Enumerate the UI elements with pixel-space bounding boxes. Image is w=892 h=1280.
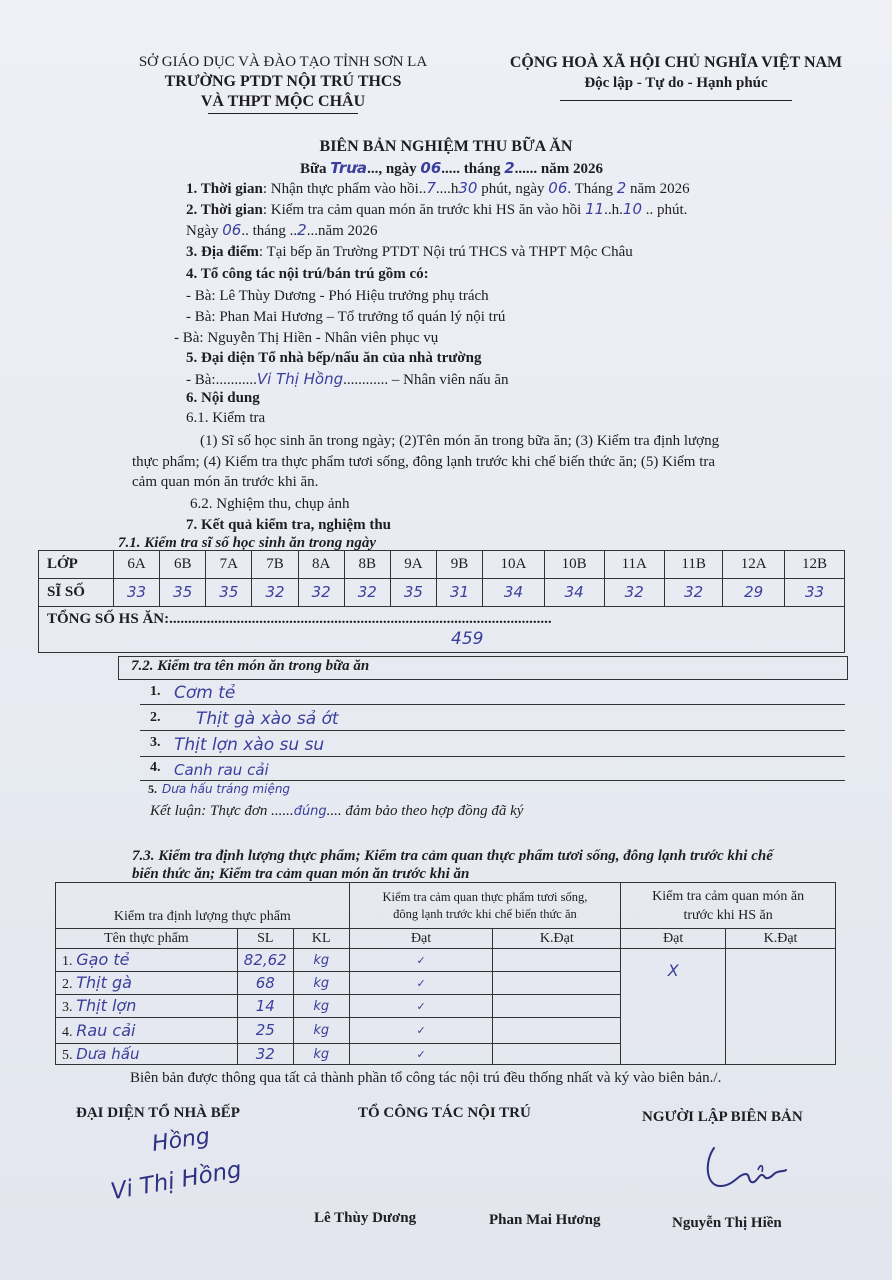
count-value: 29 bbox=[744, 583, 764, 601]
dish-name: Cơm tẻ bbox=[174, 683, 236, 703]
dish-number: 4. bbox=[150, 760, 161, 775]
food-name: Thịt lợn bbox=[76, 996, 137, 1015]
item-2-hour: 11 bbox=[585, 200, 605, 218]
food-sl-cell bbox=[237, 995, 293, 1018]
closing-statement: Biên bản được thông qua tất cả thành phần tổ công tác nội trú đều thống nhất và ký vào biên bản./. bbox=[130, 1070, 722, 1086]
count-cell bbox=[785, 579, 845, 607]
count-value: 33 bbox=[127, 583, 147, 601]
count-row-label: SĨ SỐ bbox=[39, 579, 114, 607]
section-7-3-line2: biến thức ăn; Kiểm tra cảm quan món ăn trước khi ăn bbox=[132, 866, 470, 882]
count-cell bbox=[298, 579, 344, 607]
header-dat: Đạt bbox=[349, 929, 493, 949]
total-row bbox=[39, 607, 845, 653]
header-left bbox=[118, 52, 448, 112]
food-row-number: 4. bbox=[62, 1024, 73, 1040]
member-1: - Bà: Lê Thùy Dương - Phó Hiệu trưởng phụ trách bbox=[186, 288, 489, 304]
count-cell bbox=[483, 579, 545, 607]
check-mark: ✓ bbox=[416, 1024, 426, 1037]
class-cell: 9A bbox=[390, 551, 436, 579]
food-kl: kg bbox=[313, 975, 330, 991]
section-7-2-title: 7.2. Kiểm tra tên món ăn trong bữa ăn bbox=[131, 658, 370, 674]
fresh-kdat-cell bbox=[493, 1018, 621, 1044]
fresh-dat-cell bbox=[349, 972, 493, 995]
header-food-name: Tên thực phẩm bbox=[56, 929, 238, 949]
day-value: 06 bbox=[420, 159, 442, 177]
class-cell: 11A bbox=[604, 551, 664, 579]
class-cell: 11B bbox=[664, 551, 722, 579]
count-cell bbox=[604, 579, 664, 607]
class-cell: 9B bbox=[436, 551, 482, 579]
item-1-h: ....h bbox=[435, 181, 459, 197]
food-sl-cell bbox=[237, 949, 293, 972]
header-kdat: K.Đạt bbox=[493, 929, 621, 949]
meal-line bbox=[300, 158, 603, 179]
food-sl: 68 bbox=[255, 973, 275, 992]
total-label: TỔNG SỐ HS ĂN:...................................................................................................... bbox=[47, 611, 552, 627]
dish-line bbox=[140, 704, 845, 705]
item-4-label: 4. Tổ công tác nội trú/bán trú gồm có: bbox=[186, 266, 429, 282]
board-title: TỔ CÔNG TÁC NỘI TRÚ bbox=[358, 1105, 531, 1121]
class-cell: 8B bbox=[344, 551, 390, 579]
food-sl-cell bbox=[237, 972, 293, 995]
signer-name-1: Lê Thùy Dương bbox=[314, 1210, 417, 1226]
food-sl: 14 bbox=[255, 996, 275, 1015]
item-2-label: 2. Thời gian bbox=[186, 202, 263, 218]
item-2-date-line bbox=[186, 220, 378, 241]
kitchen-signature-fullname: Vi Thị Hồng bbox=[108, 1156, 244, 1206]
class-cell: 6B bbox=[160, 551, 206, 579]
dish-number: 5. bbox=[148, 782, 157, 796]
class-count-table bbox=[38, 550, 845, 653]
count-value: 32 bbox=[684, 583, 704, 601]
item-2-text: : Kiểm tra cảm quan món ăn trước khi HS ăn vào hồi bbox=[262, 202, 586, 218]
item-6-label: 6. Nội dung bbox=[186, 390, 260, 406]
item-2-h: ..h. bbox=[604, 202, 623, 218]
class-cell: 10B bbox=[544, 551, 604, 579]
item-5-label: 5. Đại diện Tổ nhà bếp/nấu ăn của nhà trường bbox=[186, 350, 482, 366]
food-name-cell bbox=[56, 1018, 238, 1044]
food-row-number: 2. bbox=[62, 977, 73, 992]
count-value: 35 bbox=[219, 583, 239, 601]
count-cell bbox=[160, 579, 206, 607]
check-mark: ✓ bbox=[416, 999, 426, 1013]
dish-line bbox=[140, 730, 845, 731]
department-name: SỞ GIÁO DỤC VÀ ĐÀO TẠO TỈNH SƠN LA bbox=[138, 54, 428, 70]
fresh-kdat-cell bbox=[493, 995, 621, 1018]
item-6-para-2: thực phẩm; (4) Kiểm tra thực phẩm tươi sống, đông lạnh trước khi chế biến thức ăn; (5) Kiểm tra bbox=[132, 454, 716, 470]
class-cell: 7B bbox=[252, 551, 298, 579]
food-name: Thịt gà bbox=[76, 973, 132, 992]
check-mark: ✓ bbox=[416, 1047, 426, 1061]
item-1-text: : Nhận thực phẩm vào hồi.. bbox=[262, 181, 427, 197]
item-1-minute: 30 bbox=[458, 179, 478, 197]
item-1-text2: phút, ngày bbox=[477, 181, 549, 197]
class-cell: 8A bbox=[298, 551, 344, 579]
meal-kdat-cell bbox=[726, 949, 836, 1065]
month-label: ..... tháng bbox=[441, 161, 505, 177]
class-cell: 12B bbox=[785, 551, 845, 579]
dish-name: Canh rau cải bbox=[174, 761, 269, 779]
dish-number: 3. bbox=[150, 735, 161, 750]
item-3-location bbox=[186, 242, 633, 262]
fresh-dat-cell bbox=[349, 995, 493, 1018]
count-cell bbox=[436, 579, 482, 607]
food-name-cell bbox=[56, 949, 238, 972]
header-kl: KL bbox=[293, 929, 349, 949]
item-5-cook-name: Vi Thị Hồng bbox=[256, 370, 344, 388]
meal-check-mark: X bbox=[667, 961, 679, 980]
food-row bbox=[56, 949, 836, 972]
food-sl: 25 bbox=[255, 1021, 275, 1039]
school-name-line1: TRƯỜNG PTDT NỘI TRÚ THCS bbox=[164, 73, 402, 90]
food-name: Rau cải bbox=[76, 1020, 136, 1040]
count-value: 35 bbox=[173, 583, 193, 601]
group-header-fresh-l1: Kiểm tra cảm quan thực phẩm tươi sống, bbox=[382, 889, 588, 904]
fresh-dat-cell bbox=[349, 949, 493, 972]
food-row-number: 3. bbox=[62, 1000, 73, 1015]
food-name: Dưa hấu bbox=[76, 1044, 140, 1063]
group-header-meal-l1: Kiểm tra cảm quan món ăn bbox=[652, 888, 805, 904]
item-2-ngay: Ngày bbox=[186, 223, 223, 239]
class-row-label: LỚP bbox=[39, 551, 114, 579]
fresh-dat-cell bbox=[349, 1018, 493, 1044]
count-value: 32 bbox=[357, 583, 377, 601]
food-sl: 82,62 bbox=[243, 950, 287, 969]
item-2-text2: .. phút. bbox=[642, 202, 688, 218]
header-right bbox=[490, 52, 862, 94]
count-cell bbox=[252, 579, 298, 607]
food-name-cell bbox=[56, 972, 238, 995]
dish-number: 1. bbox=[150, 684, 161, 699]
signer-name-2: Phan Mai Hương bbox=[489, 1212, 601, 1228]
food-name-cell bbox=[56, 995, 238, 1018]
group-header-fresh-l2: đông lạnh trước khi chế biến thức ăn bbox=[393, 906, 577, 921]
class-cell: 10A bbox=[483, 551, 545, 579]
group-header-meal-l2: trước khi HS ăn bbox=[683, 907, 773, 923]
count-value: 32 bbox=[311, 583, 331, 601]
member-2: - Bà: Phan Mai Hương – Tổ trưởng tổ quán lý nội trú bbox=[186, 309, 506, 325]
item-2-minute: 10 bbox=[622, 200, 642, 218]
kitchen-signature: Hồng bbox=[150, 1124, 212, 1157]
author-signature bbox=[700, 1142, 790, 1202]
count-row bbox=[39, 579, 845, 607]
count-value: 32 bbox=[265, 583, 285, 601]
item-6-2: 6.2. Nghiệm thu, chụp ảnh bbox=[190, 496, 350, 512]
section-7-3-line1: 7.3. Kiểm tra định lượng thực phẩm; Kiểm tra cảm quan thực phẩm tươi sống, đông lạnh trước khi chế bbox=[132, 848, 773, 864]
item-6-para-1: (1) Sĩ số học sinh ăn trong ngày; (2)Tên món ăn trong bữa ăn; (3) Kiểm tra định lượng bbox=[200, 433, 720, 449]
food-sl-cell bbox=[237, 1044, 293, 1065]
item-1-hour: 7 bbox=[426, 179, 436, 197]
dish-line bbox=[140, 756, 845, 757]
item-2-nam: ...năm 2026 bbox=[306, 223, 378, 239]
group-header-fresh bbox=[349, 883, 621, 929]
conclusion-prefix: Kết luận: Thực đơn ...... bbox=[150, 803, 294, 819]
count-cell bbox=[723, 579, 785, 607]
food-kl: kg bbox=[313, 998, 330, 1014]
header-left-underline bbox=[208, 113, 358, 114]
total-cell bbox=[39, 607, 845, 653]
dish-name: Dưa hấu tráng miệng bbox=[162, 782, 291, 796]
dish-line bbox=[140, 780, 845, 781]
item-5-cook bbox=[186, 369, 509, 390]
food-row-number: 5. bbox=[62, 1047, 73, 1063]
food-kl-cell bbox=[293, 1044, 349, 1065]
kitchen-rep-title: ĐẠI DIỆN TỔ NHÀ BẾP bbox=[76, 1105, 240, 1121]
item-2-time-inspect bbox=[186, 199, 687, 220]
count-value: 34 bbox=[503, 583, 523, 601]
count-cell bbox=[206, 579, 252, 607]
item-6-1: 6.1. Kiểm tra bbox=[186, 410, 266, 426]
header-sl: SL bbox=[237, 929, 293, 949]
dish-name: Thịt gà xào sả ớt bbox=[196, 709, 339, 729]
document-title: BIÊN BẢN NGHIỆM THU BỮA ĂN bbox=[319, 138, 573, 155]
fresh-kdat-cell bbox=[493, 1044, 621, 1065]
total-value: 459 bbox=[451, 629, 484, 649]
count-value: 35 bbox=[403, 583, 423, 601]
conclusion-line bbox=[150, 801, 523, 822]
member-3: - Bà: Nguyễn Thị Hiền - Nhân viên phục vụ bbox=[174, 330, 439, 346]
item-6-para-3: cảm quan món ăn trước khi ăn. bbox=[132, 474, 319, 490]
signer-name-3: Nguyễn Thị Hiền bbox=[672, 1215, 782, 1231]
meal-value: Trưa bbox=[330, 159, 368, 177]
food-name-cell bbox=[56, 1044, 238, 1065]
class-cell: 7A bbox=[206, 551, 252, 579]
country-name: CỘNG HOÀ XÃ HỘI CHỦ NGHĨA VIỆT NAM bbox=[509, 54, 843, 71]
header-right-underline bbox=[560, 100, 792, 101]
class-cell: 6A bbox=[114, 551, 160, 579]
item-1-time-receive bbox=[186, 178, 690, 199]
count-cell bbox=[390, 579, 436, 607]
motto: Độc lập - Tự do - Hạnh phúc bbox=[584, 75, 768, 91]
month-value: 2 bbox=[504, 159, 515, 177]
count-value: 33 bbox=[804, 583, 825, 601]
fresh-dat-cell bbox=[349, 1044, 493, 1065]
food-kl-cell bbox=[293, 995, 349, 1018]
count-value: 32 bbox=[624, 583, 644, 601]
count-cell bbox=[544, 579, 604, 607]
food-inspection-table bbox=[55, 882, 836, 1065]
meal-label: Bữa bbox=[300, 161, 331, 177]
count-cell bbox=[664, 579, 722, 607]
count-cell bbox=[344, 579, 390, 607]
item-5-prefix: - Bà:........... bbox=[186, 372, 257, 388]
food-row-number: 1. bbox=[62, 954, 73, 969]
school-name-line2: VÀ THPT MỘC CHÂU bbox=[200, 93, 366, 110]
class-cell: 12A bbox=[723, 551, 785, 579]
food-kl-cell bbox=[293, 1018, 349, 1044]
item-1-day: 06 bbox=[548, 179, 568, 197]
item-2-month: 2 bbox=[297, 221, 307, 239]
item-2-day: 06 bbox=[222, 221, 242, 239]
fresh-kdat-cell bbox=[493, 972, 621, 995]
group-header-meal bbox=[621, 883, 836, 929]
food-kl: kg bbox=[313, 952, 330, 968]
item-1-month: 2 bbox=[616, 179, 627, 197]
food-kl-cell bbox=[293, 949, 349, 972]
dish-name: Thịt lợn xào su su bbox=[174, 735, 325, 755]
header-dat-meal: Đạt bbox=[621, 929, 726, 949]
count-value: 31 bbox=[450, 583, 470, 601]
year-label: ...... năm 2026 bbox=[514, 161, 603, 177]
item-3-text: : Tại bếp ăn Trường PTDT Nội trú THCS và THPT Mộc Châu bbox=[258, 244, 633, 260]
class-row bbox=[39, 551, 845, 579]
count-value: 34 bbox=[564, 583, 584, 601]
author-title: NGƯỜI LẬP BIÊN BẢN bbox=[642, 1109, 803, 1125]
item-3-label: 3. Địa điểm bbox=[186, 244, 259, 260]
food-table-group-header bbox=[56, 883, 836, 929]
header-kdat-meal: K.Đạt bbox=[726, 929, 836, 949]
section-7-1-title: 7.1. Kiểm tra sĩ số học sinh ăn trong ngày bbox=[118, 535, 376, 551]
item-2-thang: .. tháng .. bbox=[241, 223, 298, 239]
check-mark: ✓ bbox=[416, 976, 426, 990]
conclusion-value: đúng bbox=[293, 804, 327, 819]
check-mark: ✓ bbox=[416, 953, 426, 967]
item-5-suffix: ............ – Nhân viên nấu ăn bbox=[343, 372, 509, 388]
food-kl: kg bbox=[313, 1023, 330, 1038]
food-name: Gạo tẻ bbox=[76, 950, 130, 969]
item-7-label: 7. Kết quả kiểm tra, nghiệm thu bbox=[186, 517, 392, 533]
dish-number: 2. bbox=[150, 710, 161, 725]
food-kl: kg bbox=[313, 1046, 330, 1062]
meal-dat-cell bbox=[621, 949, 726, 1065]
food-sl: 32 bbox=[255, 1044, 275, 1063]
food-table-col-header bbox=[56, 929, 836, 949]
count-cell bbox=[114, 579, 160, 607]
item-1-year: năm 2026 bbox=[626, 181, 690, 197]
item-1-thang: . Tháng bbox=[567, 181, 617, 197]
group-header-quantity: Kiểm tra định lượng thực phẩm bbox=[56, 883, 350, 929]
section-7-2-box bbox=[118, 656, 848, 680]
food-sl-cell bbox=[237, 1018, 293, 1044]
day-label: ..., ngày bbox=[367, 161, 421, 177]
item-1-label: 1. Thời gian bbox=[186, 181, 263, 197]
fresh-kdat-cell bbox=[493, 949, 621, 972]
conclusion-suffix: .... đảm bảo theo hợp đồng đã ký bbox=[326, 803, 524, 819]
food-kl-cell bbox=[293, 972, 349, 995]
